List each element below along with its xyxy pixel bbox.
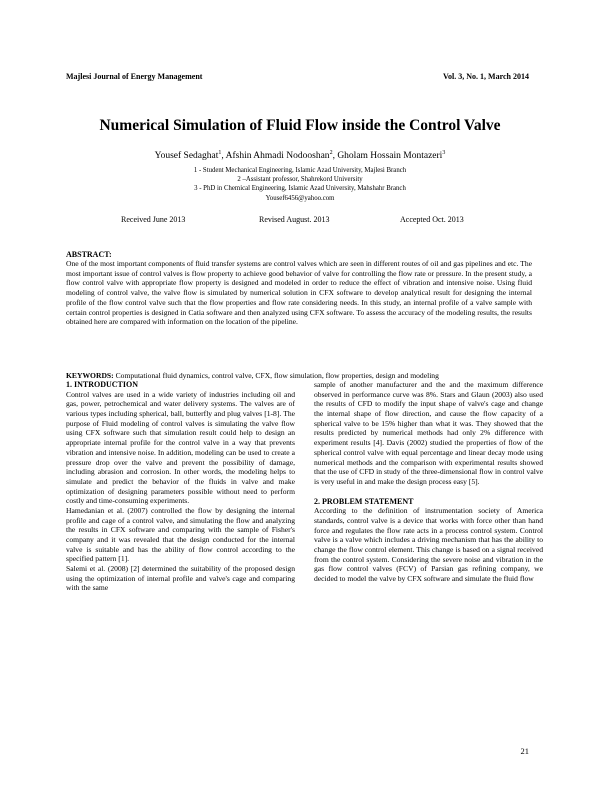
section-heading-problem-statement: 2. PROBLEM STATEMENT	[314, 496, 414, 506]
right-column	[314, 380, 543, 584]
volume-info: Vol. 3, No. 1, March 2014	[443, 72, 529, 81]
revised-date: Revised August. 2013	[259, 215, 330, 224]
author-separator: ,	[221, 151, 226, 162]
accepted-date: Accepted Oct. 2013	[400, 215, 464, 224]
author-email: Yousef6456@yahoo.com	[265, 195, 335, 202]
author-name: Yousef Sedaghat	[154, 151, 219, 162]
affiliation: 1 - Student Mechanical Engineering, Islamic Azad University, Majlesi Branch	[193, 167, 407, 174]
author-name: Gholam Hossain Montazeri	[337, 151, 443, 162]
paragraph: sample of another manufacturer and the and the maximum difference observed in performance curve was 8%. Stars and Glaun (2003) also used the results of CFD to modify the input shape of valve's cage and change the internal shape of flow direction, and cause the flow capacity of a spherical valve to be 15% higher than what it was. They showed that the results predicted by numerical methods had only 2% difference with experiment results [4]. Davis (2002) studied the properties of flow of the spherical control valve with equal percentage and linear decay mode using numerical methods and the comparison with experimental results showed that the use of CFD in study of the three-dimensional flow in control valve is very useful in and make the design process easy [5].	[314, 380, 543, 486]
author-separator: ,	[332, 151, 338, 162]
abstract-text: One of the most important components of fluid transfer systems are control valves which are seen in different routes of oil and gas pipelines and etc. The most important issue of control valves is flow property to achieve good behavior of valve for controlling the flow rate or pressure. In the present study, a flow control valve with appropriate flow property is designed and modeled in order to reduce the effect of vibration and intensive noise. Using fluid modeling of control valve, the valve flow is simulated by numerical solution in CFX software to develop analytical result for designing the internal profile of the flow control valve such that the flow properties and flow rate considering needs. In this study, an internal profile of a valve sample with certain control properties is designed in Catia software and then analyzed using CFX software. To assess the accuracy of the modeling results, the results obtained here are compared with information on the location of the pipeline.	[66, 259, 532, 327]
author-superscript: 2	[329, 150, 333, 156]
left-column	[66, 380, 295, 593]
affiliation: 2 –Assistant professor, Shahrekord University	[237, 176, 363, 183]
author-superscript: 1	[218, 150, 222, 156]
journal-name: Majlesi Journal of Energy Management	[66, 72, 203, 81]
author-superscript: 3	[442, 150, 446, 156]
keywords-label: KEYWORDS:	[66, 371, 114, 380]
paper-title: Numerical Simulation of Fluid Flow inside the Control Valve	[99, 117, 501, 134]
keywords-text: Computational fluid dynamics, control valve, CFX, flow simulation, flow properties, design and modeling	[113, 371, 439, 380]
author-name: Afshin Ahmadi Nodooshan	[225, 151, 330, 162]
author-list	[0, 150, 600, 161]
abstract-heading: ABSTRACT:	[66, 250, 112, 259]
paragraph: Salemi et al. (2008) [2] determined the suitability of the proposed design using the optimization of internal profile and valve's cage and comparing with the same	[66, 564, 295, 593]
paragraph: Hamedanian et al. (2007) controlled the flow by designing the internal profile and cage of a control valve, and simulating the flow and analyzing the results in CFX software and comparing with the sample of Fisher's company and it was revealed that the design conducted for the internal valve is suitable and has the ability of flow control according to the specified pattern [1].	[66, 505, 295, 564]
paragraph: According to the definition of instrumentation society of America standards, control valve is a device that works with force other than hand force and regulates the flow rate acts in a process control system. Control valve is a valve which includes a driving mechanism that has the ability to change the flow control element. This change is based on a signal received from the control system. Considering the severe noise and vibration in the gas flow control valves (FCV) of Parsian gas refining company, we decided to model the valve by CFX software and simulate the fluid flow	[314, 506, 543, 584]
section-heading-introduction: 1. INTRODUCTION	[66, 380, 139, 389]
received-date: Received June 2013	[121, 215, 186, 224]
affiliation: 3 - PhD in Chemical Engineering, Islamic Azad University, Mahshahr Branch	[194, 185, 406, 192]
page-number: 21	[520, 746, 529, 756]
paragraph: Control valves are used in a wide variety of industries including oil and gas, power, petrochemical and water delivery systems. The valves are of various types including spherical, ball, butterfly and plug valves [1-8]. The purpose of Fluid modeling of control valves is simulating the valve flow using CFX software such that simulation result could help to design an appropriate internal profile for the control valve in a way that prevents vibration and intensive noise. In addition, modeling can be used to create a pressure drop over the valve and prevent the possibility of damage, including abrasion and corrosion. In other words, the modeling helps to simulate and predict the behavior of the fluids in valve and make optimization of designing parameters possible without need to perform costly and time-consuming experiments.	[66, 389, 295, 506]
